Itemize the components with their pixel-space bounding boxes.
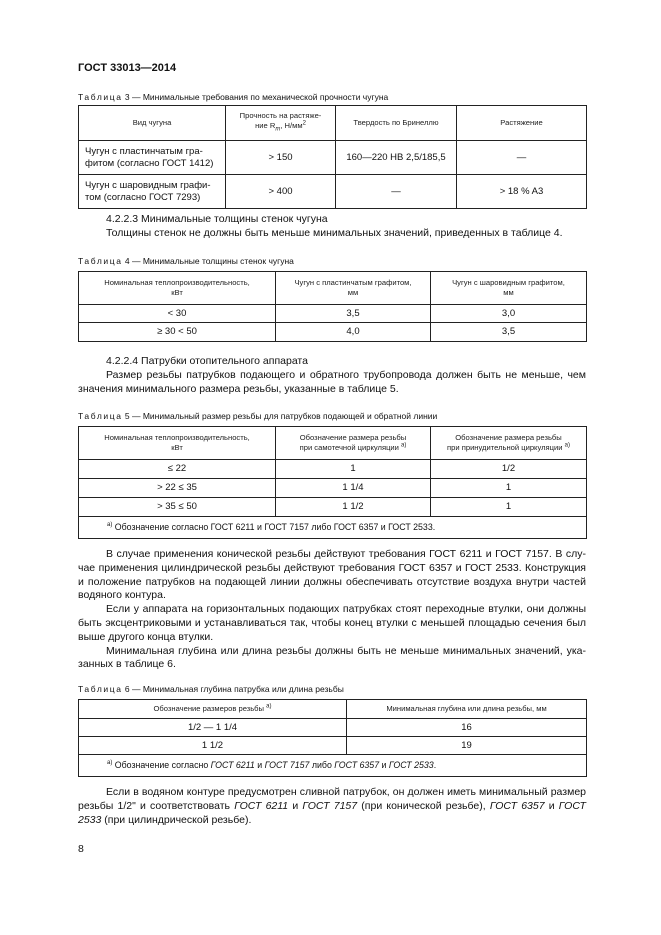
table4-cell: 3,5 (431, 323, 587, 342)
paragraph: Минимальная глубина или длина резьбы должны быть не меньше минимальных значений, ука-занных в таблице 6. (78, 644, 586, 671)
table5-col-gravity: Обозначение размера резьбы при самотечной циркуляции $^{a)}$ (276, 427, 431, 460)
table5-cell: > 35 ≤ 50 (79, 498, 276, 517)
table-row (79, 498, 587, 517)
table4-cell: ≥ 30 < 50 (79, 323, 276, 342)
table3-col-hardness: Твердость по Бринеллю (336, 106, 457, 141)
table5-cell: 1/2 (431, 460, 587, 479)
table-row (79, 141, 587, 175)
paragraph: Если у аппарата на горизонтальных подающих патрубках стоят переходные втулки, они должны быть эксцентриковыми и устанавливаться так, чтобы конец втулки с меньшей площадью сечения был выше другого конца втулки. (78, 603, 586, 643)
table3-cell: Чугун с шаровидным графи-том (согласно ГОСТ 7293) (79, 175, 226, 209)
table6-cell: 1 1/2 (79, 737, 347, 755)
table4-cell: 4,0 (276, 323, 431, 342)
table-row (79, 323, 587, 342)
table3-cell: 160—220 HB 2,5/185,5 (336, 141, 457, 175)
section-4223-heading: 4.2.2.3 Минимальные толщины стенок чугуна (106, 213, 328, 225)
table5-header-row (79, 427, 587, 460)
table6-cell: 1/2 — 1 1/4 (79, 719, 347, 737)
table4-caption: Таблица 4 — Минимальные толщины стенок чугуна (78, 256, 294, 266)
table6-col-thread: Обозначение размеров резьбы $^{a)}$ (79, 700, 347, 719)
thread-paragraphs (78, 548, 586, 672)
table3-col-elongation: Растяжение (457, 106, 587, 141)
table3-col-strength: Прочность на растяже- ние $R_m$, $Н/мм^2$ (226, 106, 336, 141)
table6-col-depth: Минимальная глубина или длина резьбы, мм (347, 700, 587, 719)
table3-cell: Чугун с пластинчатым гра-фитом (согласно ГОСТ 1412) (79, 141, 226, 175)
table5-cell: ≤ 22 (79, 460, 276, 479)
table6-cell: 16 (347, 719, 587, 737)
page-number: 8 (78, 843, 84, 855)
table5-cell: > 22 ≤ 35 (79, 479, 276, 498)
table6-footnote: $^{a)}$ Обозначение согласно ГОСТ 6211 и ГОСТ 7157 либо ГОСТ 6357 и ГОСТ 2533. (79, 755, 587, 777)
table5-cell: 1 (431, 479, 587, 498)
table6-note-row (79, 755, 587, 777)
table5-col-forced: Обозначение размера резьбы при принудительной циркуляции $^{a)}$ (431, 427, 587, 460)
table6-caption: Таблица 6 — Минимальная глубина патрубка или длина резьбы (78, 684, 344, 694)
table-row (79, 175, 587, 209)
table3-col-type: Вид чугуна (79, 106, 226, 141)
table5-caption: Таблица 5 — Минимальный размер резьбы для патрубков подающей и обратной линии (78, 411, 438, 421)
table3-cell: — (336, 175, 457, 209)
table4-col-lamellar: Чугун с пластинчатым графитом, мм (276, 272, 431, 305)
table3-cell: — (457, 141, 587, 175)
table6-header-row (79, 700, 587, 719)
table3-cell: > 150 (226, 141, 336, 175)
table5 (78, 426, 587, 539)
table-row (79, 737, 587, 755)
table4-cell: 3,5 (276, 305, 431, 323)
table-row (79, 460, 587, 479)
table3-cell: > 18 % A3 (457, 175, 587, 209)
table-row (79, 305, 587, 323)
table4 (78, 271, 587, 342)
section-4224-text: Размер резьбы патрубков подающего и обратного трубопровода должен быть не меньше, чем значения минимального размера резьбы, указанные в таблице 5. (78, 369, 586, 395)
drain-paragraph: Если в водяном контуре предусмотрен сливной патрубок, он должен иметь минимальный размер резьбы 1/2" и соответствовать ГОСТ 6211 и ГОСТ 7157 (при конической резьбе), ГОСТ 6357 и ГОСТ 2533 (при цилиндрической резьбе). (78, 786, 586, 826)
table5-cell: 1 1/4 (276, 479, 431, 498)
table4-cell: < 30 (79, 305, 276, 323)
document-header: ГОСТ 33013—2014 (78, 62, 177, 74)
table5-cell: 1 1/2 (276, 498, 431, 517)
table4-header-row (79, 272, 587, 305)
table-row (79, 719, 587, 737)
table3-header-row (79, 106, 587, 141)
table5-cell: 1 (431, 498, 587, 517)
table5-footnote: $^{a)}$ Обозначение согласно ГОСТ 6211 и ГОСТ 7157 либо ГОСТ 6357 и ГОСТ 2533. (79, 517, 587, 539)
table3 (78, 105, 587, 209)
table6 (78, 699, 587, 777)
table4-cell: 3,0 (431, 305, 587, 323)
table5-cell: 1 (276, 460, 431, 479)
section-4223-text: Толщины стенок не должны быть меньше минимальных значений, приведенных в таблице 4. (106, 227, 563, 239)
table4-col-power: Номинальная теплопроизводительность, кВт (79, 272, 276, 305)
table-row (79, 479, 587, 498)
paragraph: В случае применения конической резьбы действуют требования ГОСТ 6211 и ГОСТ 7157. В слу-чае применения цилиндрической резьбы действуют требования ГОСТ 6357 и ГОСТ 2533. Конструкция и положение патрубков на подающей линии должны обеспечивать отсутствие воздуха внутри частей водяного контура. (78, 548, 586, 602)
table4-col-spheroidal: Чугун с шаровидным графитом, мм (431, 272, 587, 305)
table5-note-row (79, 517, 587, 539)
table3-caption: Таблица 3 — Минимальные требования по механической прочности чугуна (78, 92, 389, 102)
table3-cell: > 400 (226, 175, 336, 209)
table6-cell: 19 (347, 737, 587, 755)
table5-col-power: Номинальная теплопроизводительность, кВт (79, 427, 276, 460)
section-4224-heading: 4.2.2.4 Патрубки отопительного аппарата (106, 355, 308, 367)
